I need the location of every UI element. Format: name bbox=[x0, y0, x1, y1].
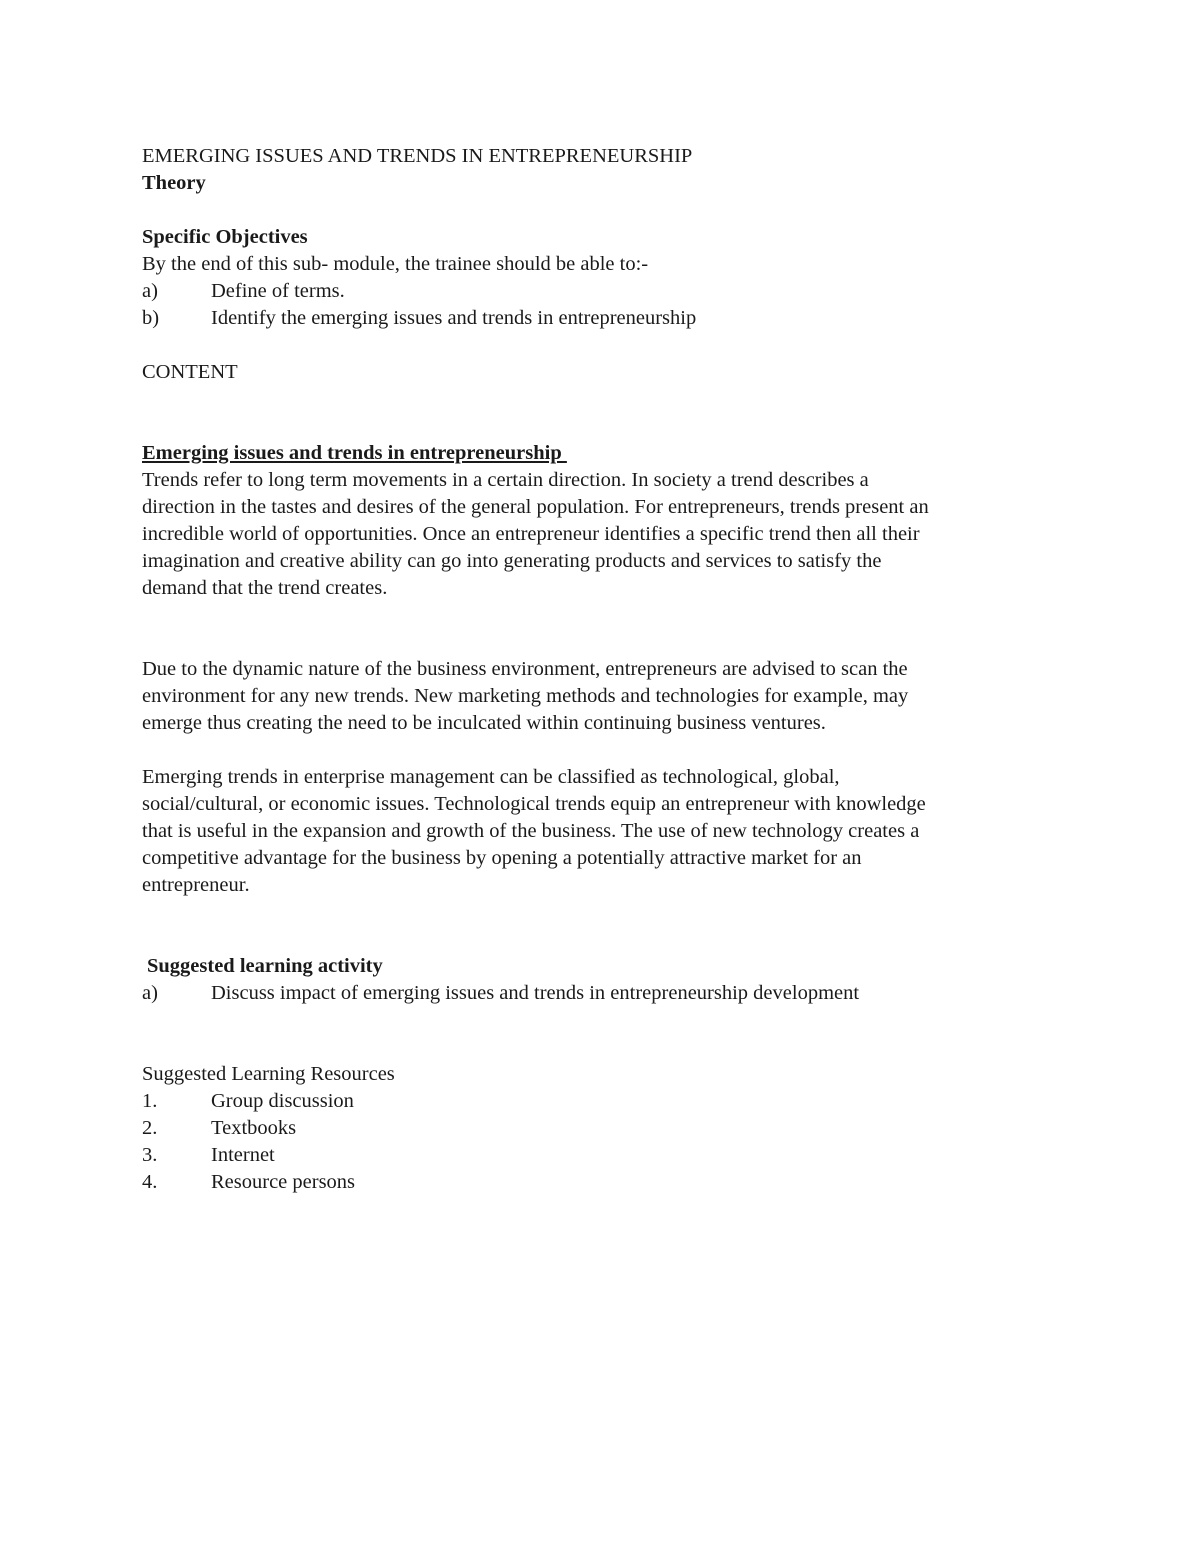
paragraph-trends bbox=[142, 467, 1072, 602]
spacer bbox=[142, 386, 1072, 413]
spacer bbox=[142, 1034, 1072, 1061]
paragraph-line: imagination and creative ability can go into generating products and services to satisfy the bbox=[142, 550, 882, 572]
spacer bbox=[142, 1007, 1072, 1034]
list-text: Resource persons bbox=[211, 1171, 356, 1193]
spacer bbox=[142, 899, 1072, 926]
paragraph-classification bbox=[142, 764, 1072, 899]
list-marker: 1. bbox=[142, 1090, 158, 1112]
list-marker: a) bbox=[142, 280, 158, 302]
list-marker: 4. bbox=[142, 1171, 158, 1193]
list-text: Discuss impact of emerging issues and trends in entrepreneurship development bbox=[211, 982, 860, 1004]
list-text: Group discussion bbox=[211, 1090, 354, 1112]
list-marker: a) bbox=[142, 982, 158, 1004]
activity-heading: Suggested learning activity bbox=[147, 955, 383, 977]
paragraph-line: incredible world of opportunities. Once an entrepreneur identifies a specific trend then all their bbox=[142, 523, 920, 545]
list-text: Identify the emerging issues and trends in entrepreneurship bbox=[211, 307, 697, 329]
paragraph-line: direction in the tastes and desires of the general population. For entrepreneurs, trends present an bbox=[142, 496, 929, 518]
content-heading: CONTENT bbox=[142, 361, 238, 383]
list-marker: b) bbox=[142, 307, 160, 329]
paragraph-line: that is useful in the expansion and growth of the business. The use of new technology creates a bbox=[142, 820, 920, 842]
paragraph-line: social/cultural, or economic issues. Technological trends equip an entrepreneur with knowledge bbox=[142, 793, 926, 815]
paragraph-line: Trends refer to long term movements in a certain direction. In society a trend describes a bbox=[142, 469, 869, 491]
spacer bbox=[142, 332, 1072, 359]
resource-item bbox=[142, 1142, 1072, 1169]
activity-item bbox=[142, 980, 1072, 1007]
resource-item bbox=[142, 1088, 1072, 1115]
list-text: Define of terms. bbox=[211, 280, 345, 302]
objectives-heading: Specific Objectives bbox=[142, 226, 308, 248]
spacer bbox=[142, 413, 1072, 440]
list-text: Textbooks bbox=[211, 1117, 297, 1139]
spacer bbox=[142, 602, 1072, 629]
resource-item bbox=[142, 1169, 1072, 1196]
section-heading: Emerging issues and trends in entrepreneurship bbox=[142, 442, 567, 464]
paragraph-line: environment for any new trends. New marketing methods and technologies for example, may bbox=[142, 685, 909, 707]
objectives-intro: By the end of this sub- module, the trainee should be able to:- bbox=[142, 253, 649, 275]
list-marker: 3. bbox=[142, 1144, 158, 1166]
paragraph-line: entrepreneur. bbox=[142, 874, 250, 896]
paragraph-dynamic bbox=[142, 656, 1072, 737]
spacer bbox=[142, 197, 1072, 224]
paragraph-line: Emerging trends in enterprise management can be classified as technological, global, bbox=[142, 766, 840, 788]
paragraph-line: emerge thus creating the need to be inculcated within continuing business ventures. bbox=[142, 712, 826, 734]
document-page bbox=[142, 143, 1072, 1196]
paragraph-line: competitive advantage for the business by opening a potentially attractive market for an bbox=[142, 847, 862, 869]
document-subtitle: Theory bbox=[142, 172, 206, 194]
document-title: EMERGING ISSUES AND TRENDS IN ENTREPRENEURSHIP bbox=[142, 145, 693, 167]
resources-heading: Suggested Learning Resources bbox=[142, 1063, 395, 1085]
spacer bbox=[142, 629, 1072, 656]
paragraph-line: Due to the dynamic nature of the business environment, entrepreneurs are advised to scan the bbox=[142, 658, 908, 680]
objective-item bbox=[142, 278, 1072, 305]
paragraph-line: demand that the trend creates. bbox=[142, 577, 388, 599]
spacer bbox=[142, 926, 1072, 953]
list-text: Internet bbox=[211, 1144, 275, 1166]
resource-item bbox=[142, 1115, 1072, 1142]
list-marker: 2. bbox=[142, 1117, 158, 1139]
spacer bbox=[142, 737, 1072, 764]
objective-item bbox=[142, 305, 1072, 332]
